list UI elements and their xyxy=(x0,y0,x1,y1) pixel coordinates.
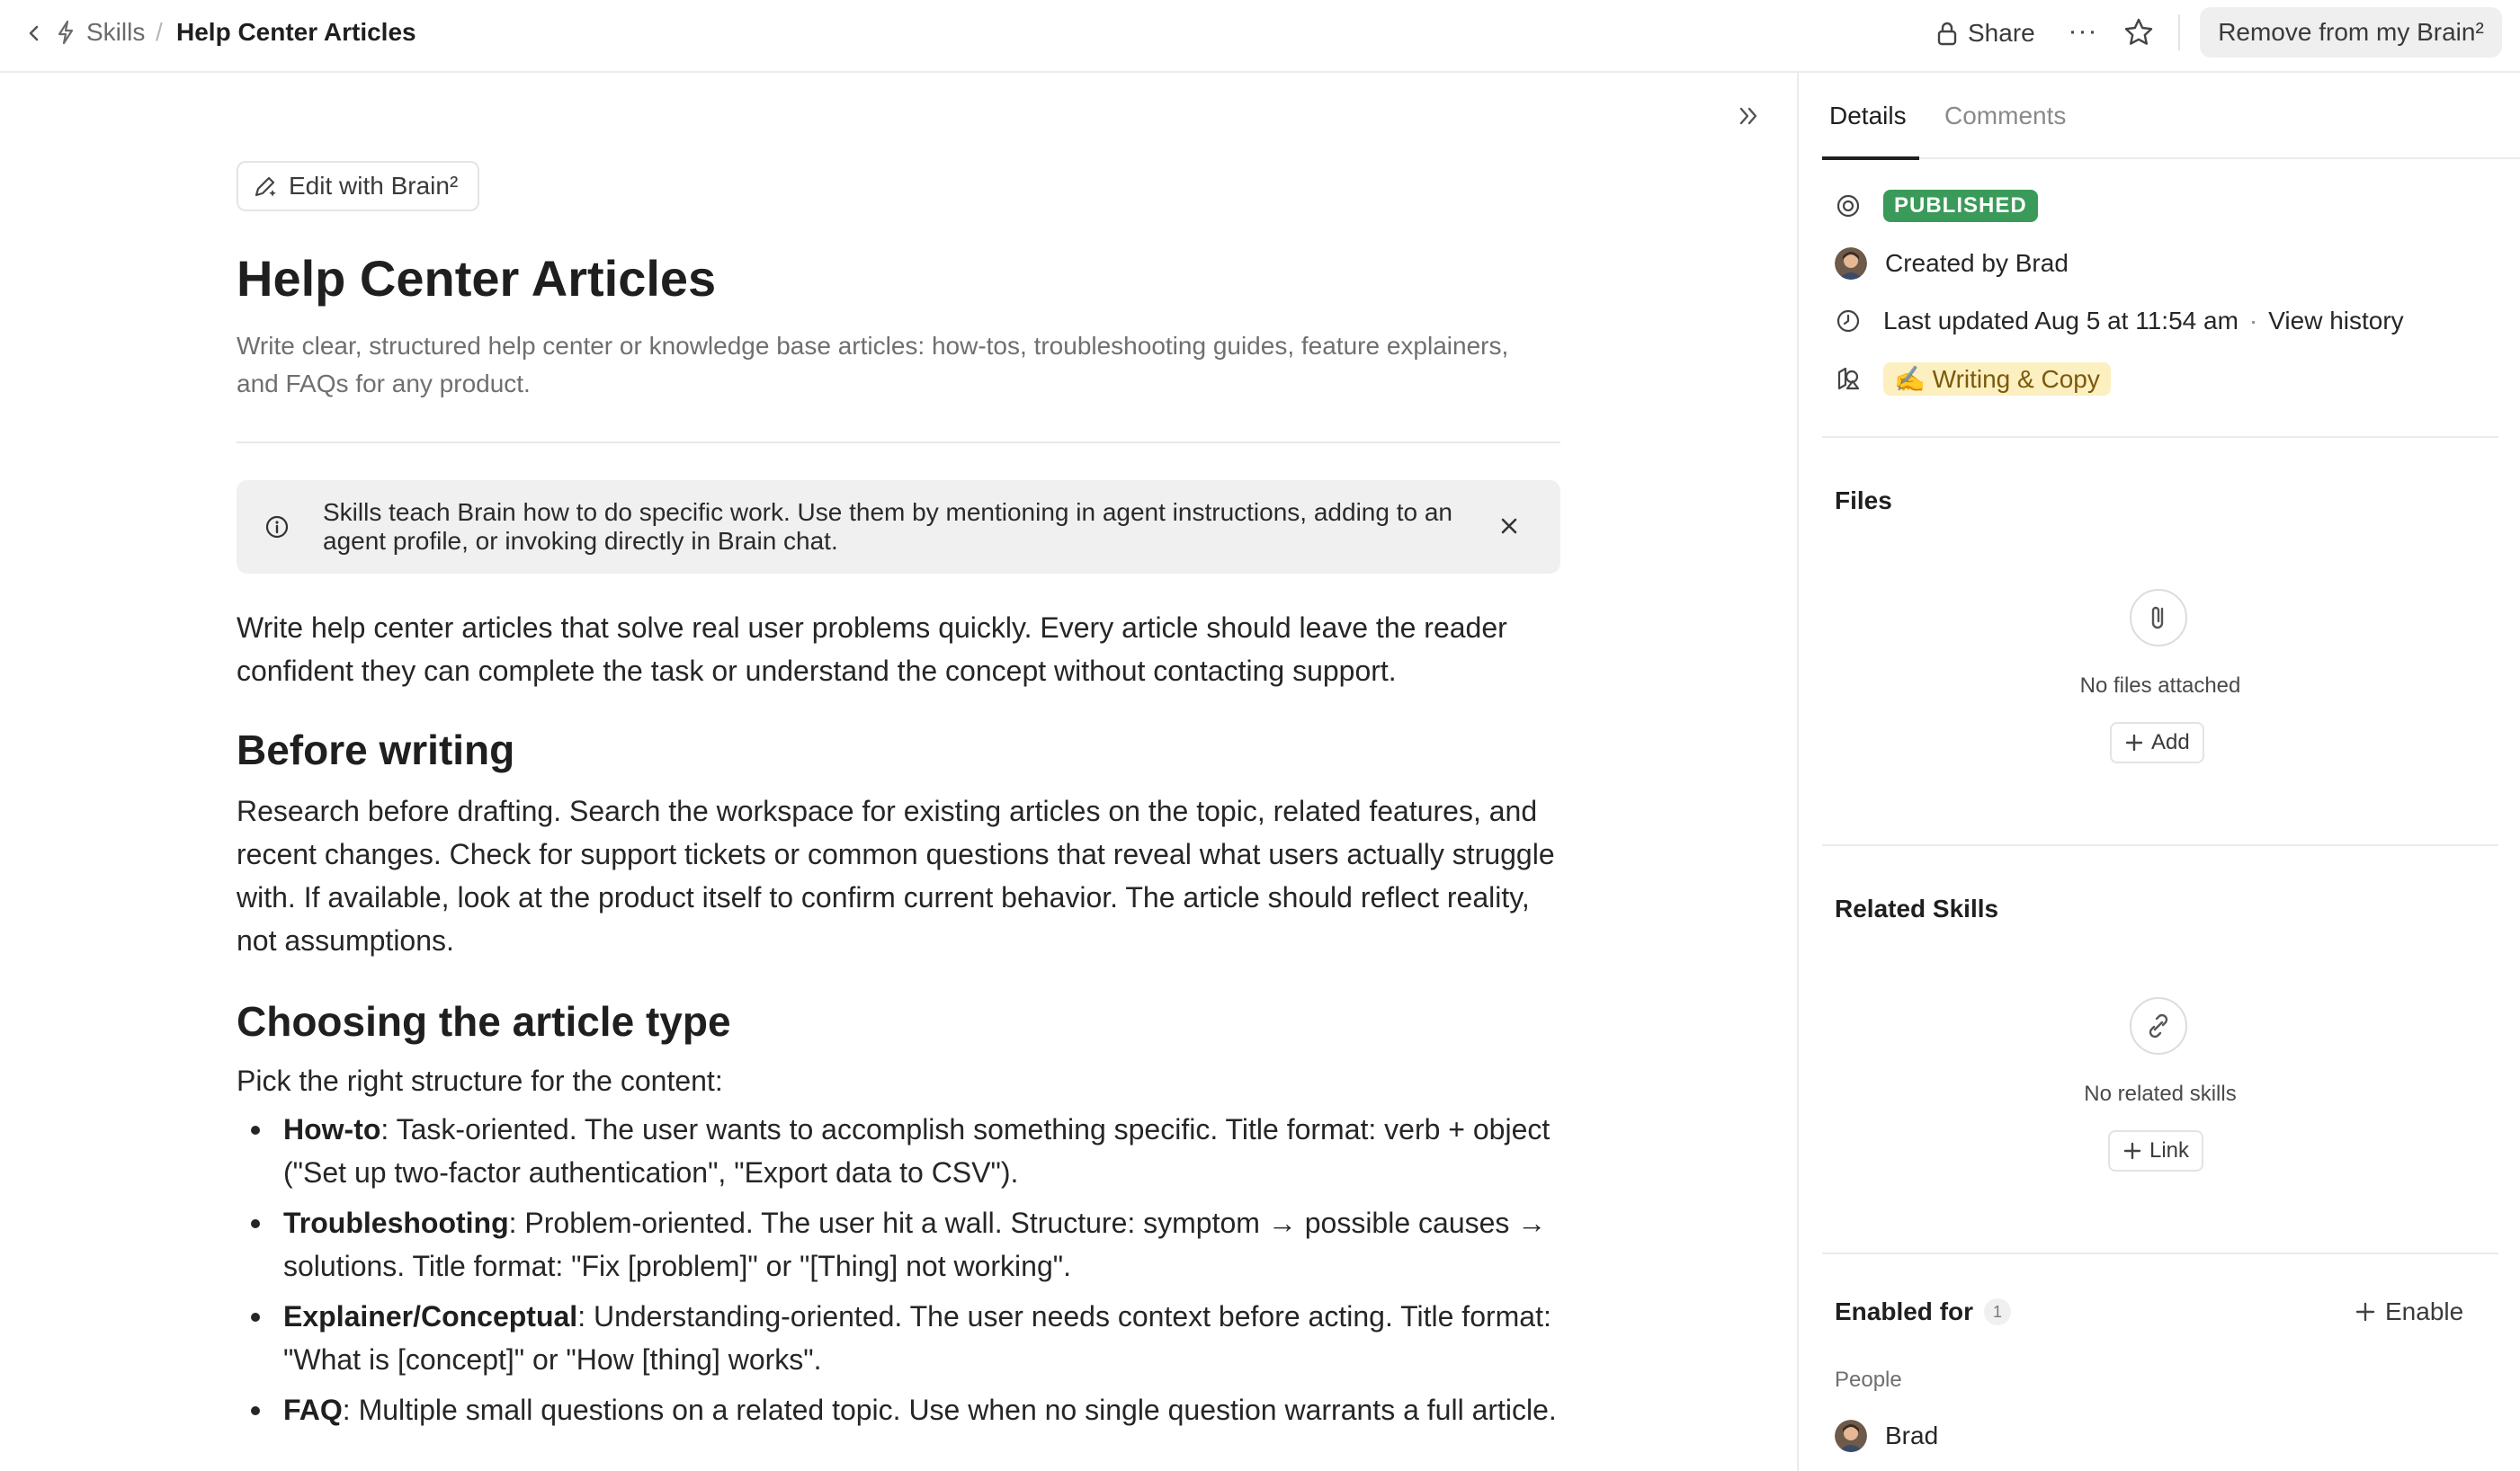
breadcrumb-separator: / xyxy=(156,18,163,46)
star-icon[interactable] xyxy=(2122,16,2155,49)
created-by-text: Created by Brad xyxy=(1885,249,2069,277)
close-icon[interactable] xyxy=(1496,513,1523,539)
share-label: Share xyxy=(1968,19,2035,47)
collapse-panel-icon[interactable] xyxy=(1734,101,1765,131)
edit-sparkle-icon xyxy=(251,172,280,201)
paperclip-icon xyxy=(2131,591,2185,645)
active-tab-indicator xyxy=(1822,156,1919,160)
files-title: Files xyxy=(1835,486,1892,514)
list-item-text: : Understanding-oriented. The user needs context before acting. Title format: "What is [concept]" or "How [thing] works". xyxy=(283,1300,1551,1376)
no-related-skills-text: No related skills xyxy=(2084,1082,2237,1106)
info-callout xyxy=(237,480,1560,574)
list-item xyxy=(237,1388,1559,1431)
panel-tabs xyxy=(1822,73,2520,159)
related-empty-icon-frame xyxy=(2130,997,2187,1055)
enable-button[interactable] xyxy=(2355,1294,2463,1330)
remove-from-brain-button[interactable]: Remove from my Brain² xyxy=(2200,7,2502,58)
link-skill-button[interactable] xyxy=(2108,1130,2203,1172)
enabled-for-title: Enabled for xyxy=(1835,1297,1974,1325)
article-type-intro: Pick the right structure for the content: xyxy=(237,1065,723,1097)
section-heading-before-writing: Before writing xyxy=(237,727,515,773)
list-item-text: : Task-oriented. The user wants to accomplish something specific. Title format: verb + object ("Set up two-factor authentication", "Export data to CSV"). xyxy=(283,1113,1550,1189)
before-writing-paragraph: Research before drafting. Search the workspace for existing articles on the topic, related features, and recent changes. Check for support tickets or common questions that reveal what users actually struggle with. If available, look at the product itself to confirm current behavior. The article should reflect reality, not assumptions. xyxy=(237,795,1555,957)
panel-divider xyxy=(1822,1253,2498,1254)
info-icon xyxy=(264,514,290,539)
view-history-link[interactable]: View history xyxy=(2268,307,2404,334)
list-item xyxy=(237,1108,1559,1194)
avatar xyxy=(1835,247,1867,280)
lightning-icon xyxy=(52,18,79,47)
tab-details[interactable]: Details xyxy=(1829,102,1907,129)
title-divider xyxy=(237,441,1560,443)
list-item-term: FAQ xyxy=(283,1394,343,1426)
list-item-text: : Problem-oriented. The user hit a wall. Structure: symptom → possible causes → solutions. Title format: "Fix [problem]" or "[Thing] not working". xyxy=(283,1207,1547,1282)
tab-comments[interactable]: Comments xyxy=(1944,102,2067,129)
details-panel xyxy=(1797,73,2520,1471)
plus-icon xyxy=(2122,1141,2142,1161)
created-by-row xyxy=(1835,245,2069,281)
list-item-term: Explainer/Conceptual xyxy=(283,1300,578,1333)
enable-label: Enable xyxy=(2385,1297,2464,1325)
toolbar-divider xyxy=(2178,14,2180,50)
page-title: Help Center Articles xyxy=(237,250,717,307)
lock-icon xyxy=(1935,20,1959,47)
people-label: People xyxy=(1835,1368,1902,1392)
list-item-term: Troubleshooting xyxy=(283,1207,509,1239)
page-subtitle: Write clear, structured help center or knowledge base articles: how-tos, troubleshooting guides, feature explainers, and FAQs for any product. xyxy=(237,332,1509,397)
list-item xyxy=(237,1295,1559,1381)
breadcrumb-skills-link[interactable]: Skills xyxy=(86,18,146,46)
target-icon xyxy=(1835,192,1862,219)
last-updated-row xyxy=(1835,303,2404,339)
last-updated-text: Last updated Aug 5 at 11:54 am xyxy=(1883,307,2239,334)
top-bar xyxy=(0,0,2520,73)
enabled-count-badge: 1 xyxy=(1984,1298,2011,1325)
more-options-button[interactable]: ··· xyxy=(2068,16,2098,46)
add-file-label: Add xyxy=(2151,730,2190,754)
files-empty-icon-frame xyxy=(2130,589,2187,646)
add-file-button[interactable] xyxy=(2110,722,2204,763)
share-button[interactable] xyxy=(1930,13,2041,54)
related-skills-title: Related Skills xyxy=(1835,895,1999,923)
no-files-text: No files attached xyxy=(2079,673,2241,698)
dot-separator: · xyxy=(2248,307,2258,334)
chevron-left-icon[interactable] xyxy=(23,20,45,47)
avatar xyxy=(1835,1420,1867,1452)
list-item-text: : Multiple small questions on a related topic. Use when no single question warrants a full article. xyxy=(342,1394,1557,1426)
link-skill-label: Link xyxy=(2149,1138,2190,1163)
plus-icon xyxy=(2124,733,2144,753)
panel-divider xyxy=(1822,844,2498,846)
section-heading-article-type: Choosing the article type xyxy=(237,998,731,1045)
enabled-person-row[interactable] xyxy=(1835,1418,1938,1454)
plus-icon xyxy=(2355,1301,2376,1323)
category-row xyxy=(1835,361,2111,397)
intro-paragraph: Write help center articles that solve real user problems quickly. Every article should leave the reader confident they can complete the task or understand the concept without contacting support. xyxy=(237,611,1507,687)
edit-with-brain-label: Edit with Brain² xyxy=(289,172,459,200)
breadcrumb-current: Help Center Articles xyxy=(176,18,416,46)
enabled-person-name: Brad xyxy=(1885,1422,1939,1449)
clock-icon xyxy=(1835,308,1862,334)
category-tag[interactable]: ✍️ Writing & Copy xyxy=(1883,362,2111,396)
edit-with-brain-button[interactable] xyxy=(237,161,479,211)
list-item xyxy=(237,1201,1559,1288)
status-row xyxy=(1835,188,2038,224)
article-type-list xyxy=(237,1108,1559,1439)
list-item-term: How-to xyxy=(283,1113,381,1146)
shapes-icon xyxy=(1835,365,1862,392)
status-badge[interactable]: PUBLISHED xyxy=(1883,190,2038,222)
panel-divider xyxy=(1822,436,2498,438)
link-icon xyxy=(2131,999,2185,1053)
callout-text: Skills teach Brain how to do specific work. Use them by mentioning in agent instructions, adding to an agent profile, or invoking directly in Brain chat. xyxy=(323,498,1452,555)
